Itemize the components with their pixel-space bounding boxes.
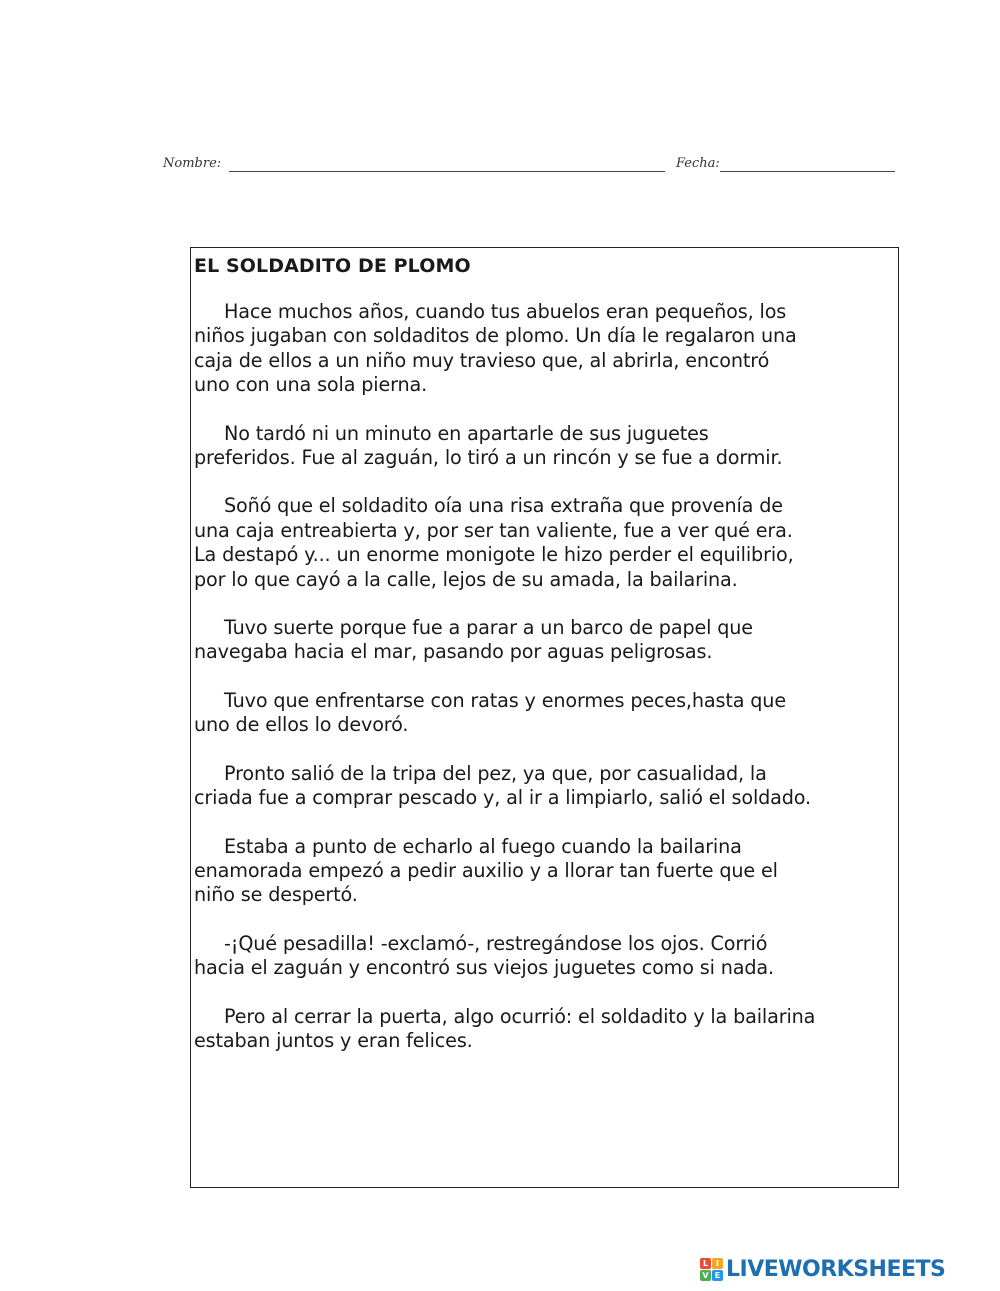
logo-tile: E (712, 1270, 723, 1281)
story-line: uno de ellos lo devoró. (194, 713, 409, 737)
story-line: Soñó que el soldadito oía una risa extraña que provenía de (224, 494, 783, 518)
story-line: La destapó y... un enorme monigote le hizo perder el equilibrio, (194, 543, 794, 567)
story-paragraph (194, 494, 898, 592)
name-label: Nombre: (163, 156, 222, 171)
story-line: Tuvo que enfrentarse con ratas y enormes peces,hasta que (224, 688, 786, 712)
name-field[interactable] (229, 171, 665, 172)
story-line: Pero al cerrar la puerta, algo ocurrió: el soldadito y la bailarina (224, 1004, 816, 1028)
story-paragraph (194, 300, 898, 398)
story-line: uno con una sola pierna. (194, 373, 428, 397)
story-line: Tuvo suerte porque fue a parar a un barco de papel que (224, 616, 753, 640)
story-title: EL SOLDADITO DE PLOMO (194, 255, 471, 277)
story-paragraph (194, 422, 898, 471)
story-line: niño se despertó. (194, 883, 358, 907)
story-paragraph (194, 762, 898, 811)
story-line: Estaba a punto de echarlo al fuego cuando la bailarina (224, 834, 742, 858)
story-paragraph (194, 932, 898, 981)
story-line: preferidos. Fue al zaguán, lo tiró a un rincón y se fue a dormir. (194, 446, 783, 470)
story-line: una caja entreabierta y, por ser tan valiente, fue a ver qué era. (194, 518, 793, 542)
logo-tile: V (700, 1270, 711, 1281)
story-box (190, 247, 899, 1188)
story-line: enamorada empezó a pedir auxilio y a llorar tan fuerte que el (194, 858, 778, 882)
liveworksheets-logo (700, 1255, 945, 1283)
live-logo-icon (700, 1258, 723, 1281)
story-line: por lo que cayó a la calle, lejos de su amada, la bailarina. (194, 567, 738, 591)
story-line: Pronto salió de la tripa del pez, ya que, por casualidad, la (224, 761, 767, 785)
story-line: estaban juntos y eran felices. (194, 1028, 473, 1052)
story-paragraph (194, 689, 898, 738)
story-body (194, 300, 898, 1053)
story-line: No tardó ni un minuto en apartarle de sus juguetes (224, 421, 709, 445)
story-line: Hace muchos años, cuando tus abuelos eran pequeños, los (224, 300, 787, 323)
date-field[interactable] (720, 171, 895, 172)
student-info-header (163, 152, 898, 176)
story-line: hacia el zaguán y encontró sus viejos juguetes como si nada. (194, 956, 774, 980)
story-line: navegaba hacia el mar, pasando por aguas peligrosas. (194, 640, 713, 664)
story-line: criada fue a comprar pescado y, al ir a limpiarlo, salió el soldado. (194, 786, 812, 810)
story-paragraph (194, 616, 898, 665)
brand-text: LIVEWORKSHEETS (726, 1256, 946, 1282)
story-line: caja de ellos a un niño muy travieso que, al abrirla, encontró (194, 348, 770, 372)
date-label: Fecha: (676, 156, 720, 171)
logo-tile: I (712, 1258, 723, 1269)
story-line: -¡Qué pesadilla! -exclamó-, restregándose los ojos. Corrió (224, 931, 768, 955)
story-line: niños jugaban con soldaditos de plomo. Un día le regalaron una (194, 324, 797, 348)
story-paragraph (194, 1005, 898, 1054)
logo-tile: L (700, 1258, 711, 1269)
story-paragraph (194, 835, 898, 908)
